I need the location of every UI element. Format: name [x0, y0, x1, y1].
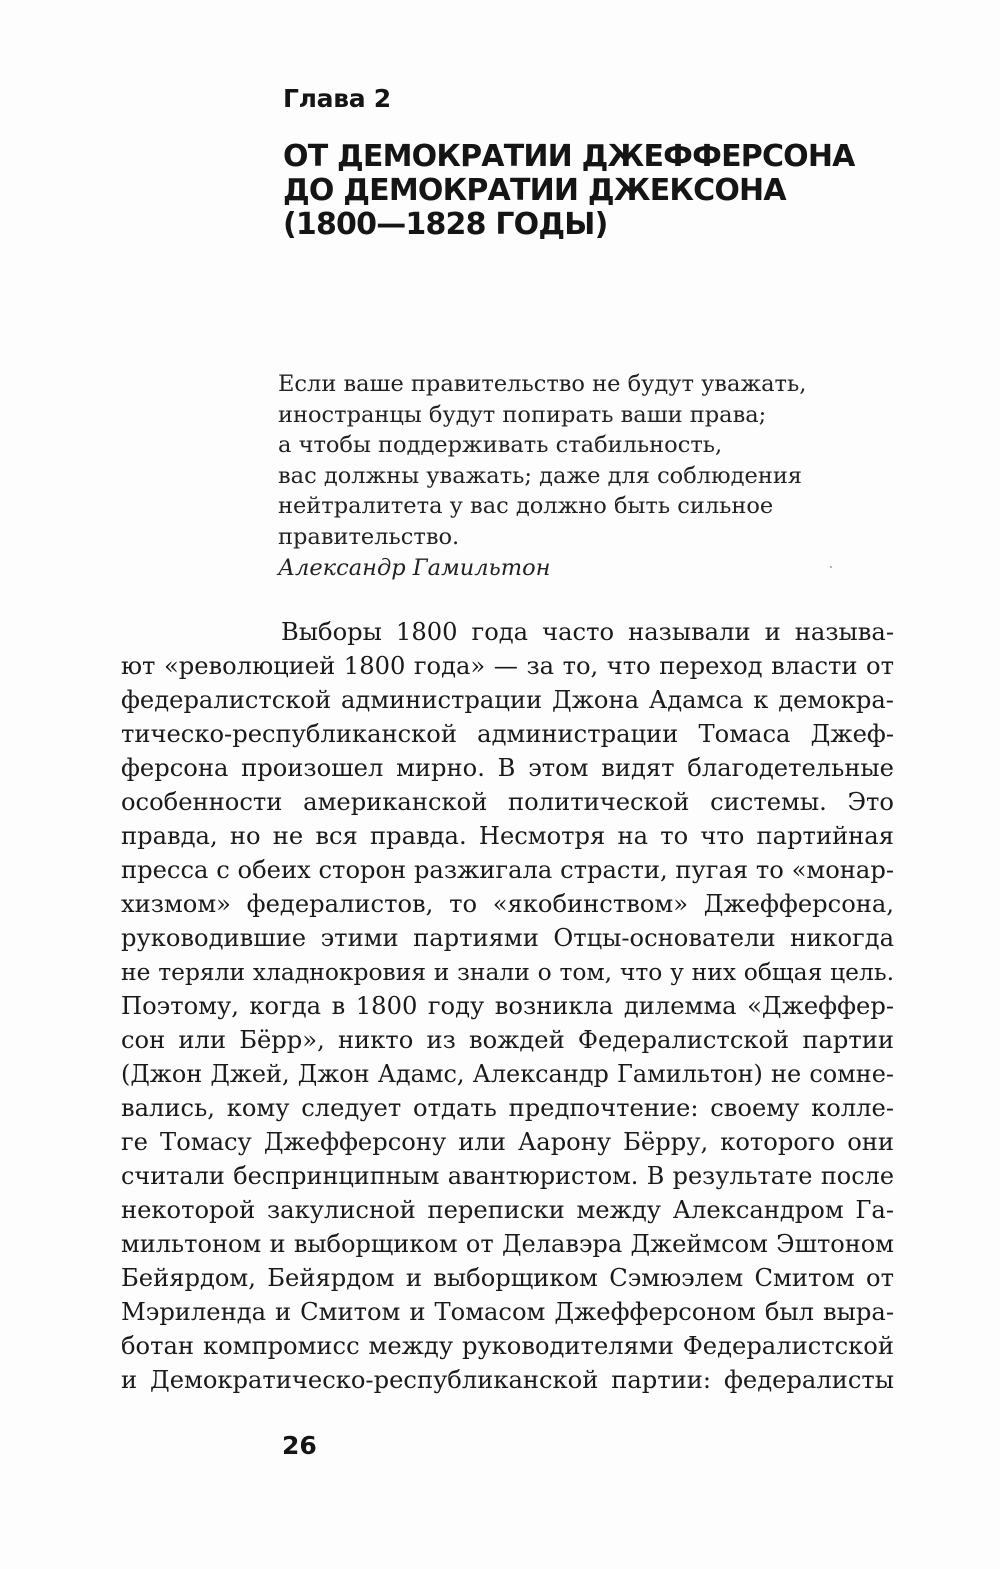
paragraph-line: ют «революцией 1800 года» — за то, что переход власти от [121, 652, 894, 680]
paragraph-line: и Демократическо-республиканской партии: федералисты [121, 1366, 894, 1394]
epigraph [278, 369, 878, 584]
paragraph-line: федералистской администрации Джона Адамса к демокра- [121, 686, 894, 714]
chapter-title-line: ОТ ДЕМОКРАТИИ ДЖЕФФЕРСОНА [283, 139, 855, 174]
paragraph-line: хизмом» федералистов, то «якобинством» Джефферсона, [121, 890, 894, 918]
epigraph-line: вас должны уважать; даже для соблюдения [278, 462, 803, 489]
chapter-title-line: ДО ДЕМОКРАТИИ ДЖЕКСОНА [283, 173, 786, 208]
epigraph-line: иностранцы будут попирать ваши права; [278, 401, 767, 428]
paragraph-line: (Джон Джей, Джон Адамс, Александр Гамильтон) не сомне- [121, 1060, 894, 1088]
paragraph-line: Поэтому, когда в 1800 году возникла дилемма «Джеффер- [121, 992, 894, 1020]
epigraph-author: Александр Гамильтон [278, 555, 551, 581]
paragraph-line: не теряли хладнокровия и знали о том, что у них общая цель. [121, 958, 894, 986]
paragraph-line: ботан компромисс между руководителями Федералистской [121, 1332, 894, 1360]
paragraph-line: Бейярдом, Бейярдом и выборщиком Сэмюэлем Смитом от [121, 1264, 894, 1292]
paragraph-line: сон или Бёрр», никто из вождей Федералистской партии [121, 1026, 894, 1054]
paragraph-line: считали беспринципным авантюристом. В результате после [121, 1162, 894, 1190]
print-speck [830, 566, 832, 568]
body-paragraph [121, 615, 894, 1397]
chapter-label: Глава 2 [283, 84, 391, 113]
page-number: 26 [282, 1431, 317, 1460]
paragraph-line: вались, кому следует отдать предпочтение: своему колле- [121, 1094, 894, 1122]
paragraph-line: правда, но не вся правда. Несмотря на то что партийная [121, 822, 894, 850]
paragraph-line: Мэриленда и Смитом и Томасом Джефферсоном был выра- [121, 1298, 894, 1326]
epigraph-line: Если ваше правительство не будут уважать, [278, 371, 807, 397]
paragraph-line: ге Томасу Джефферсону или Аарону Бёрру, которого они [121, 1128, 894, 1156]
paragraph-line: ферсона произошел мирно. В этом видят благодетельные [121, 754, 894, 782]
paragraph-line: особенности американской политической системы. Это [121, 788, 894, 816]
chapter-title-line: (1800—1828 ГОДЫ) [283, 207, 608, 242]
epigraph-line: а чтобы поддерживать стабильность, [278, 432, 723, 458]
paragraph-line: некоторой закулисной переписки между Александром Га- [121, 1196, 894, 1224]
paragraph-line: руководившие этими партиями Отцы-основатели никогда [121, 924, 894, 952]
paragraph-line: тическо-республиканской администрации Томаса Джеф- [121, 720, 894, 748]
paragraph-line: Выборы 1800 года часто называли и называ- [281, 618, 894, 646]
paragraph-line: пресса с обеих сторон разжигала страсти, пугая то «монар- [121, 856, 894, 884]
paragraph-line: мильтоном и выборщиком от Делавэра Джеймсом Эштоном [121, 1230, 894, 1258]
chapter-title [283, 140, 903, 242]
epigraph-line: правительство. [278, 523, 460, 550]
epigraph-line: нейтралитета у вас должно быть сильное [278, 493, 774, 519]
